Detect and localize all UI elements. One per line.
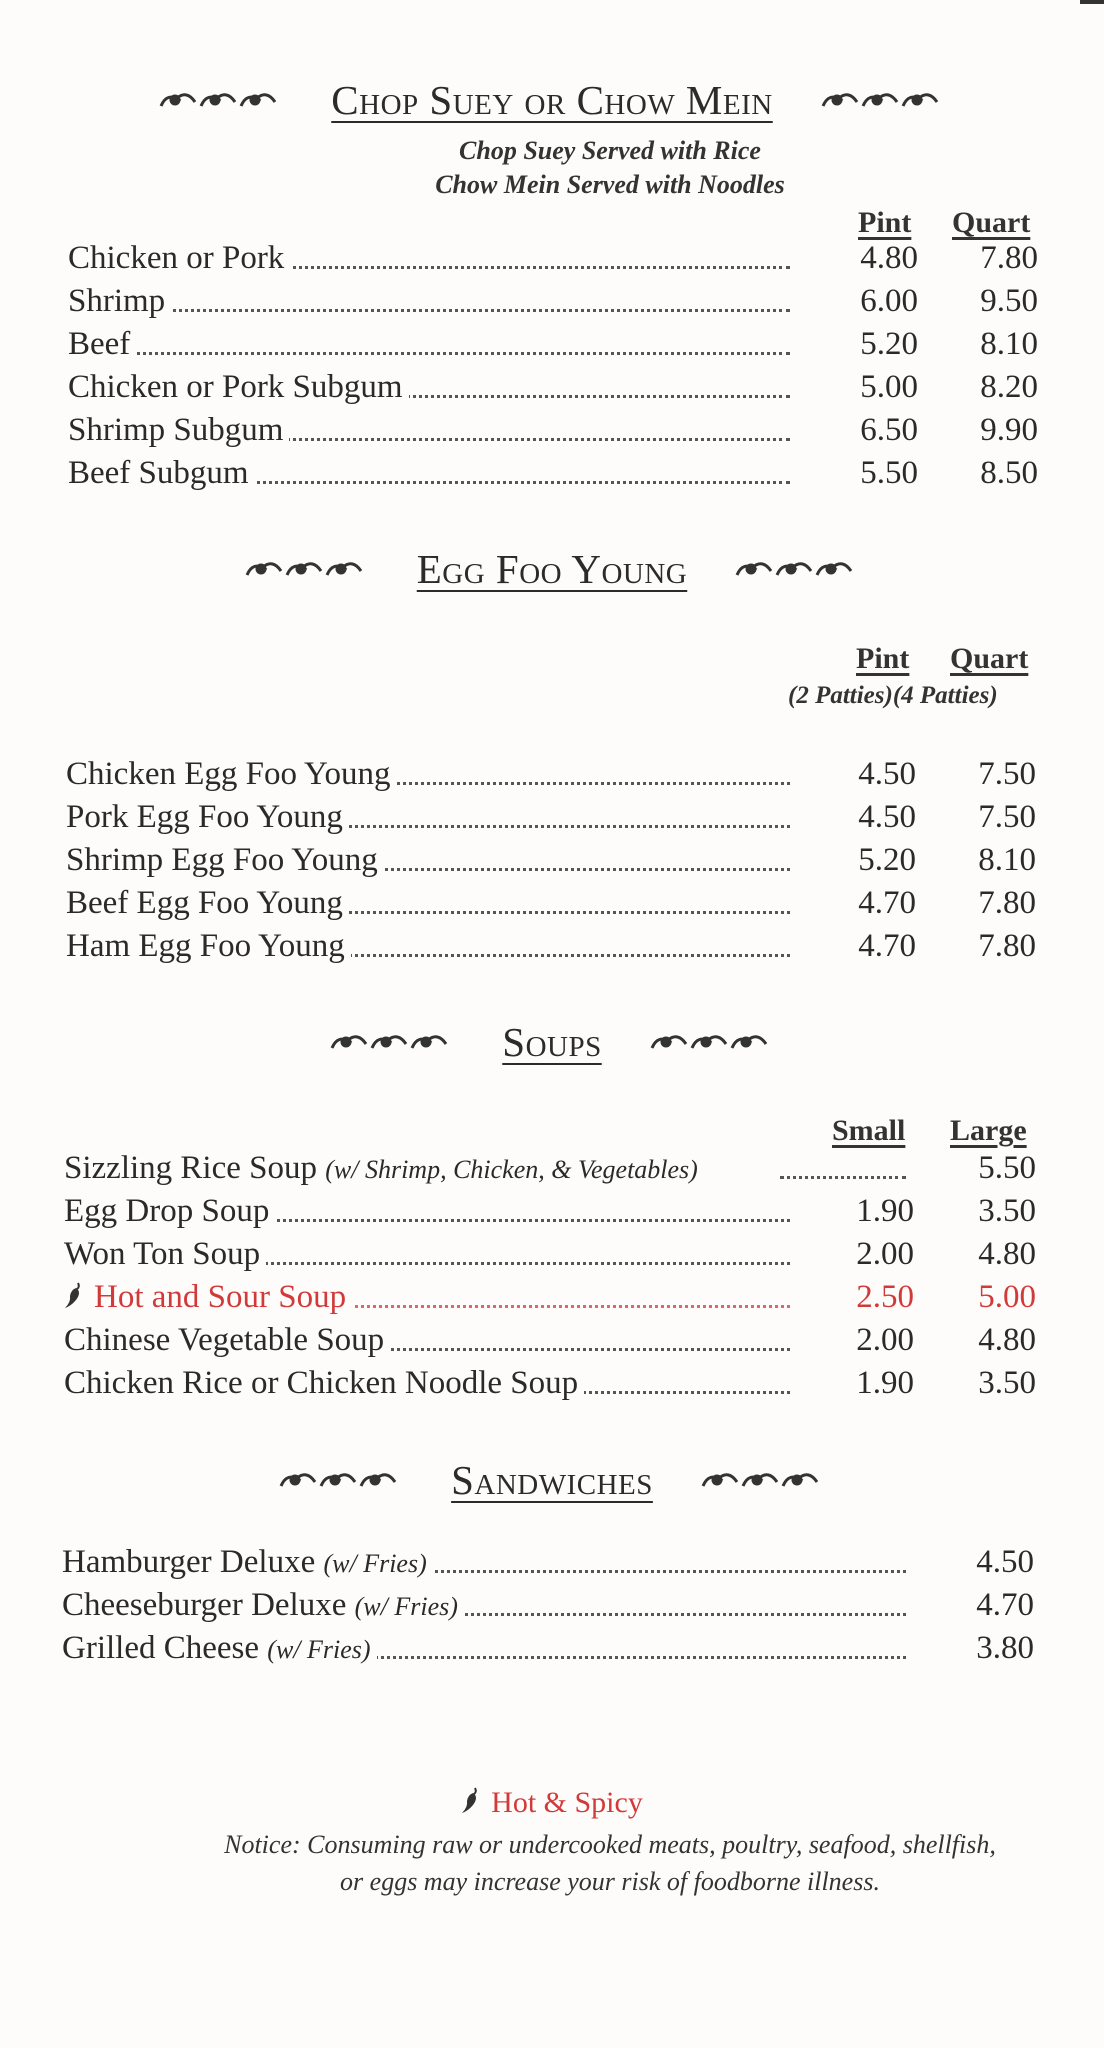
column-header-quart: Quart bbox=[950, 642, 1029, 675]
dot-leader bbox=[780, 1176, 906, 1179]
price-large: 8.10 bbox=[978, 842, 1036, 878]
scroll-ornament-icon bbox=[275, 1466, 407, 1494]
price-large: 8.20 bbox=[980, 369, 1038, 405]
section-title: Chop Suey or Chow Mein bbox=[331, 77, 773, 123]
price-small: 5.20 bbox=[860, 326, 918, 362]
menu-item-label: Chicken or Pork Subgum bbox=[68, 369, 403, 405]
price-small: 4.70 bbox=[858, 885, 916, 921]
menu-item-label: Hot and Sour Soup bbox=[94, 1279, 347, 1315]
chili-pepper-icon bbox=[461, 1786, 481, 1814]
column-header-small: Small bbox=[832, 1114, 906, 1147]
menu-item-name bbox=[64, 1365, 584, 1402]
price-small: 2.00 bbox=[856, 1236, 914, 1272]
menu-item-label: Cheeseburger Deluxe bbox=[62, 1587, 347, 1623]
section-title: Sandwiches bbox=[451, 1457, 653, 1503]
menu-item-row bbox=[0, 1322, 1104, 1362]
menu-item-name bbox=[62, 1544, 433, 1581]
section-title: Egg Foo Young bbox=[416, 546, 688, 592]
menu-item-row bbox=[0, 756, 1104, 796]
menu-item-note: (w/ Fries) bbox=[323, 1549, 427, 1578]
menu-item-label: Chicken or Pork bbox=[68, 240, 285, 276]
price-large: 7.50 bbox=[978, 756, 1036, 792]
menu-item-name bbox=[64, 1193, 275, 1230]
menu-item-row bbox=[0, 240, 1104, 280]
price-large: 4.80 bbox=[978, 1322, 1036, 1358]
price-large: 3.50 bbox=[978, 1365, 1036, 1401]
price-small: 5.50 bbox=[860, 455, 918, 491]
section-header-chop-suey bbox=[0, 76, 1104, 124]
price-small: 2.00 bbox=[856, 1322, 914, 1358]
dot-leader bbox=[88, 352, 790, 355]
menu-item-name bbox=[68, 412, 289, 449]
price-large: 5.50 bbox=[978, 1150, 1036, 1186]
menu-item-name bbox=[66, 885, 349, 922]
price-large: 7.50 bbox=[978, 799, 1036, 835]
menu-item-name bbox=[68, 455, 255, 492]
menu-item-label: Shrimp bbox=[68, 283, 166, 319]
menu-item-name bbox=[62, 1587, 464, 1624]
menu-item-row bbox=[0, 1630, 1104, 1670]
menu-item-label: Grilled Cheese bbox=[62, 1630, 260, 1666]
menu-item-row bbox=[0, 326, 1104, 366]
menu-item-name bbox=[64, 1279, 352, 1316]
price-small: 6.50 bbox=[860, 412, 918, 448]
price-small: 4.50 bbox=[858, 756, 916, 792]
scroll-ornament-icon bbox=[697, 1466, 829, 1494]
notice-line: Notice: Consuming raw or undercooked meats, poultry, seafood, shellfish, bbox=[224, 1830, 996, 1859]
column-header-pint: Pint bbox=[856, 642, 910, 675]
column-header-pint: Pint bbox=[858, 206, 912, 239]
column-note-patties: (2 Patties)(4 Patties) bbox=[788, 682, 998, 709]
menu-item-row bbox=[0, 1279, 1104, 1319]
price-large: 8.50 bbox=[980, 455, 1038, 491]
price-large: 3.80 bbox=[976, 1630, 1034, 1666]
chili-pepper-icon bbox=[64, 1281, 84, 1309]
edge-mark bbox=[1080, 0, 1104, 4]
price-large: 7.80 bbox=[978, 885, 1036, 921]
menu-item-label: Hamburger Deluxe bbox=[62, 1544, 316, 1580]
scroll-ornament-icon bbox=[241, 555, 373, 583]
menu-item-row bbox=[0, 1150, 1104, 1190]
section-header-egg-foo-young bbox=[0, 545, 1104, 593]
menu-item-label: Ham Egg Foo Young bbox=[66, 928, 345, 964]
menu-item-name bbox=[66, 756, 397, 793]
section-header-soups bbox=[0, 1018, 1104, 1066]
menu-item-row bbox=[0, 842, 1104, 882]
menu-item-row bbox=[0, 1236, 1104, 1276]
price-large: 4.80 bbox=[978, 1236, 1036, 1272]
column-header-large: Large bbox=[950, 1114, 1027, 1147]
scroll-ornament-icon bbox=[731, 555, 863, 583]
column-header-quart: Quart bbox=[952, 206, 1031, 239]
dot-leader bbox=[88, 309, 790, 312]
menu-item-name bbox=[64, 1236, 266, 1273]
notice-line: or eggs may increase your risk of foodborne illness. bbox=[340, 1867, 880, 1896]
menu-item-row bbox=[0, 1193, 1104, 1233]
section-title: Soups bbox=[502, 1019, 602, 1065]
price-small: 4.50 bbox=[858, 799, 916, 835]
menu-item-name bbox=[66, 842, 384, 879]
menu-item-label: Pork Egg Foo Young bbox=[66, 799, 343, 835]
menu-item-name bbox=[64, 1150, 704, 1187]
price-small: 1.90 bbox=[856, 1193, 914, 1229]
price-large: 9.50 bbox=[980, 283, 1038, 319]
price-small: 4.70 bbox=[858, 928, 916, 964]
menu-item-name bbox=[66, 928, 351, 965]
price-large: 8.10 bbox=[980, 326, 1038, 362]
menu-item-row bbox=[0, 369, 1104, 409]
price-small: 4.80 bbox=[860, 240, 918, 276]
menu-item-row bbox=[0, 928, 1104, 968]
menu-item-note: (w/ Fries) bbox=[354, 1592, 458, 1621]
menu-item-row bbox=[0, 1544, 1104, 1584]
menu-item-label: Shrimp Egg Foo Young bbox=[66, 842, 378, 878]
menu-item-label: Shrimp Subgum bbox=[68, 412, 284, 448]
scroll-ornament-icon bbox=[326, 1028, 458, 1056]
section-subtitle: Chow Mein Served with Noodles bbox=[435, 170, 785, 199]
menu-item-note: (w/ Shrimp, Chicken, & Vegetables) bbox=[325, 1155, 698, 1184]
scroll-ornament-icon bbox=[155, 86, 287, 114]
menu-item-row bbox=[0, 799, 1104, 839]
price-small: 6.00 bbox=[860, 283, 918, 319]
price-small: 5.20 bbox=[858, 842, 916, 878]
price-small: 2.50 bbox=[856, 1279, 914, 1315]
menu-item-row bbox=[0, 455, 1104, 495]
legend-label: Hot & Spicy bbox=[491, 1786, 643, 1819]
menu-item-name bbox=[62, 1630, 377, 1667]
menu-item-label: Won Ton Soup bbox=[64, 1236, 261, 1272]
menu-item-name bbox=[68, 283, 171, 320]
price-large: 3.50 bbox=[978, 1193, 1036, 1229]
section-header-sandwiches bbox=[0, 1456, 1104, 1504]
menu-item-label: Beef Subgum bbox=[68, 455, 249, 491]
menu-item-row bbox=[0, 283, 1104, 323]
menu-item-note: (w/ Fries) bbox=[267, 1635, 371, 1664]
menu-item-label: Chicken Egg Foo Young bbox=[66, 756, 391, 792]
hot-spicy-legend bbox=[0, 1786, 1104, 1820]
price-large: 7.80 bbox=[980, 240, 1038, 276]
menu-item-label: Beef Egg Foo Young bbox=[66, 885, 343, 921]
price-large: 4.70 bbox=[976, 1587, 1034, 1623]
menu-item-label: Chinese Vegetable Soup bbox=[64, 1322, 385, 1358]
menu-item-row bbox=[0, 412, 1104, 452]
food-safety-notice bbox=[130, 1826, 1090, 1900]
menu-item-label: Sizzling Rice Soup bbox=[64, 1150, 317, 1186]
menu-item-name bbox=[68, 369, 409, 406]
price-large: 4.50 bbox=[976, 1544, 1034, 1580]
scroll-ornament-icon bbox=[817, 86, 949, 114]
menu-item-name bbox=[66, 799, 349, 836]
menu-item-name bbox=[68, 240, 290, 277]
menu-item-row bbox=[0, 885, 1104, 925]
menu-item-name bbox=[68, 326, 136, 363]
menu-item-label: Egg Drop Soup bbox=[64, 1193, 270, 1229]
scroll-ornament-icon bbox=[646, 1028, 778, 1056]
menu-item-name bbox=[64, 1322, 390, 1359]
price-small: 1.90 bbox=[856, 1365, 914, 1401]
menu-item-row bbox=[0, 1365, 1104, 1405]
price-large: 9.90 bbox=[980, 412, 1038, 448]
menu-item-row bbox=[0, 1587, 1104, 1627]
menu-item-label: Beef bbox=[68, 326, 131, 362]
section-subtitle: Chop Suey Served with Rice bbox=[459, 136, 761, 165]
menu-item-label: Chicken Rice or Chicken Noodle Soup bbox=[64, 1365, 579, 1401]
price-large: 5.00 bbox=[978, 1279, 1036, 1315]
price-small: 5.00 bbox=[860, 369, 918, 405]
price-large: 7.80 bbox=[978, 928, 1036, 964]
